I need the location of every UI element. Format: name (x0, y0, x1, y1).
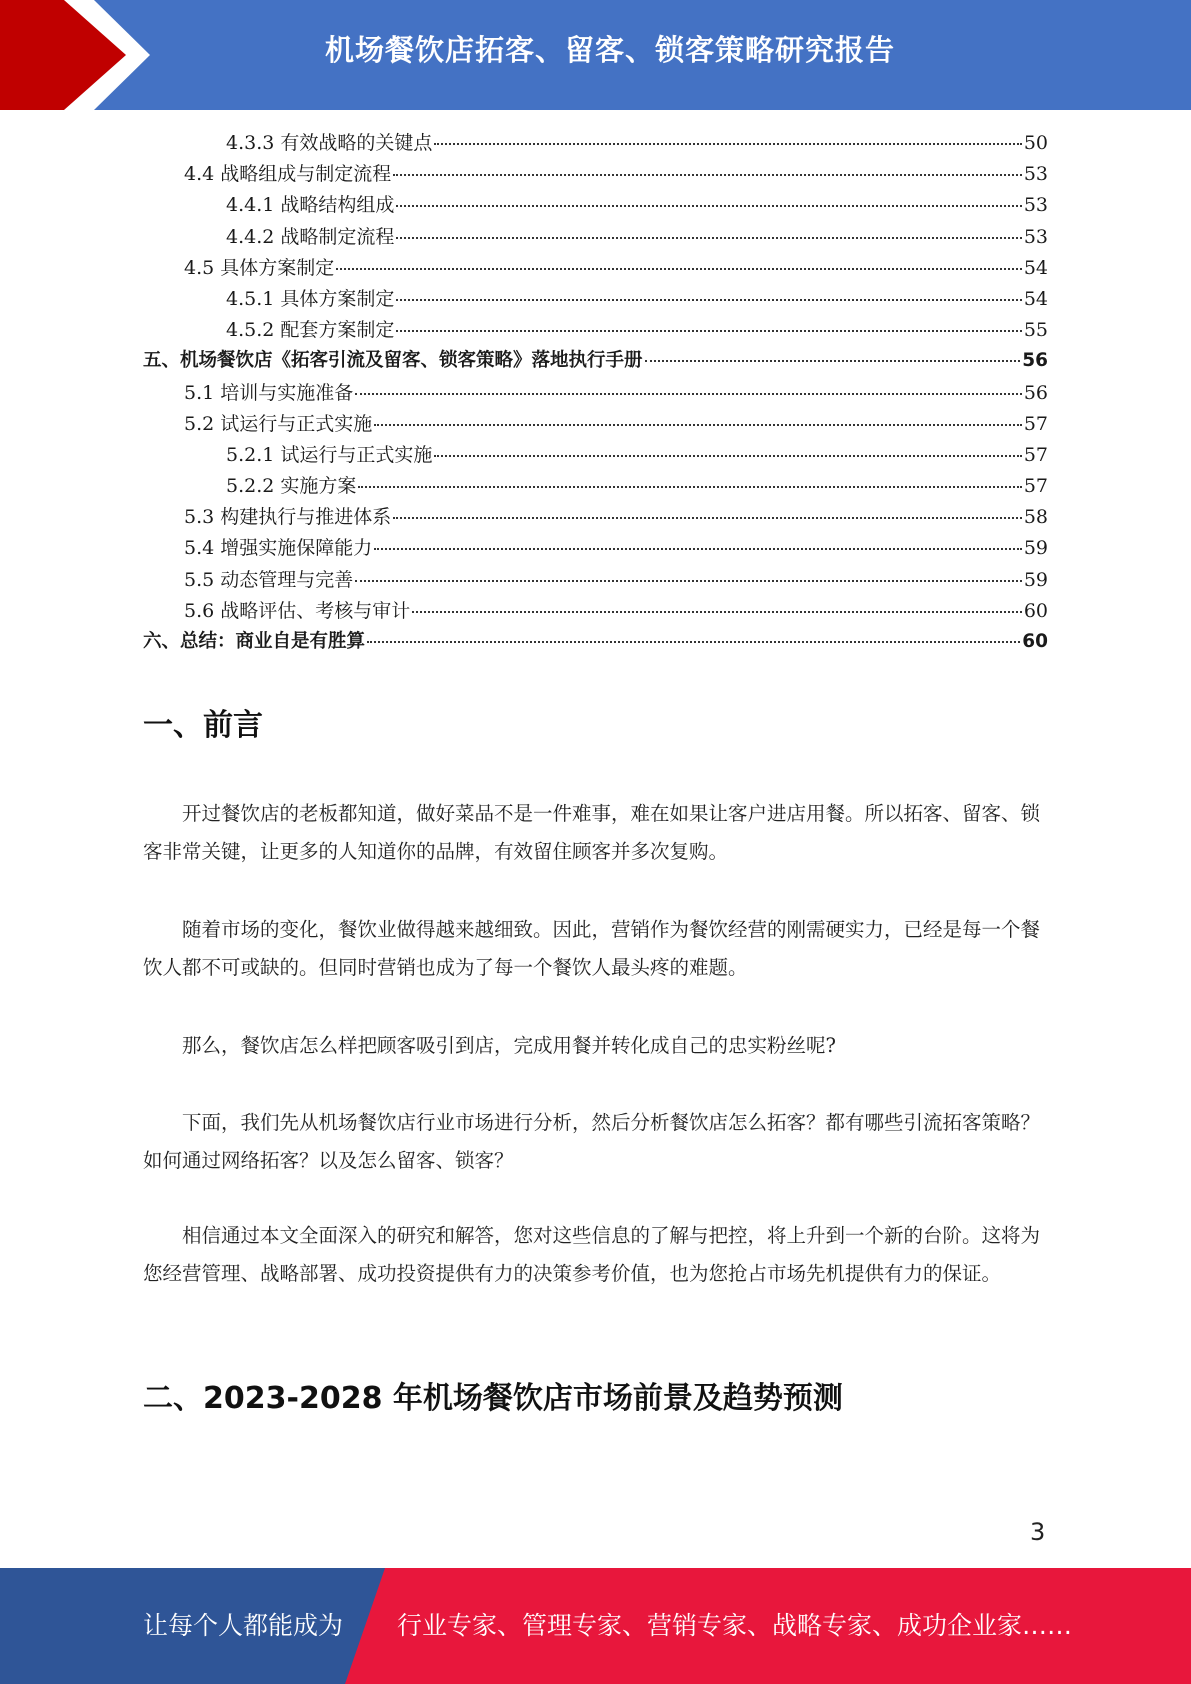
toc-entry-page: 57 (1023, 412, 1048, 435)
toc-entry-label: 5.2.1 试运行与正式实施 (226, 443, 433, 466)
footer-slogan-left: 让每个人都能成为 (143, 1611, 344, 1640)
toc-dot-leader (374, 548, 1022, 550)
toc-entry-label: 五、机场餐饮店《拓客引流及留客、锁客策略》落地执行手册 (143, 350, 643, 372)
toc-entry[interactable] (143, 565, 1048, 596)
toc-dot-leader (396, 299, 1021, 301)
footer-slogan-right: 行业专家、管理专家、营销专家、战略专家、成功企业家…… (397, 1611, 1073, 1640)
toc-dot-leader (396, 205, 1021, 207)
preface-paragraph-2: 随着市场的变化，餐饮业做得越来越细致。因此，营销作为餐饮经营的刚需硬实力，已经是每一个餐饮人都不可或缺的。但同时营销也成为了每一个餐饮人最头疼的难题。 (143, 918, 1041, 979)
toc-entry[interactable] (143, 502, 1048, 533)
toc-entry[interactable] (143, 315, 1048, 346)
toc-entry-label: 5.6 战略评估、考核与审计 (184, 599, 411, 622)
toc-entry-page: 56 (1023, 381, 1048, 404)
toc-entry-page: 54 (1023, 256, 1048, 279)
toc-entry-page: 60 (1023, 599, 1048, 622)
toc-dot-leader (355, 580, 1022, 582)
toc-entry[interactable] (143, 159, 1048, 190)
preface-paragraph-5: 相信通过本文全面深入的研究和解答，您对这些信息的了解与把控，将上升到一个新的台阶。这将为您经营管理、战略部署、成功投资提供有力的决策参考价值，也为您抢占市场先机提供有力的保证。 (143, 1224, 1041, 1285)
toc-entry[interactable] (143, 627, 1048, 658)
table-of-contents (143, 128, 1048, 658)
preface-paragraph-3: 那么，餐饮店怎么样把顾客吸引到店，完成用餐并转化成自己的忠实粉丝呢? (182, 1034, 836, 1057)
toc-entry-label: 4.4.2 战略制定流程 (226, 225, 395, 248)
toc-entry[interactable] (143, 222, 1048, 253)
toc-entry[interactable] (143, 533, 1048, 564)
report-title: 机场餐饮店拓客、留客、锁客策略研究报告 (324, 33, 895, 67)
page-header (0, 0, 1191, 110)
toc-entry-label: 5.1 培训与实施准备 (184, 381, 354, 404)
toc-entry[interactable] (143, 128, 1048, 159)
toc-entry-page: 53 (1023, 163, 1048, 186)
page-footer (0, 1568, 1191, 1684)
toc-dot-leader (434, 143, 1021, 145)
toc-entry-page: 53 (1023, 225, 1048, 248)
preface-paragraph-4: 下面，我们先从机场餐饮店行业市场进行分析，然后分析餐饮店怎么拓客？都有哪些引流拓客策略？如何通过网络拓客？以及怎么留客、锁客？ (143, 1111, 1041, 1172)
toc-entry-label: 4.3.3 有效战略的关键点 (226, 132, 433, 154)
toc-dot-leader (412, 611, 1022, 613)
page-number: 3 (1030, 1518, 1046, 1546)
section-heading-forecast: 二、2023-2028 年机场餐饮店市场前景及趋势预测 (143, 1381, 843, 1416)
toc-entry[interactable] (143, 378, 1048, 409)
toc-entry-page: 57 (1023, 443, 1048, 466)
toc-entry[interactable] (143, 471, 1048, 502)
toc-entry[interactable] (143, 596, 1048, 627)
toc-entry-label: 4.5 具体方案制定 (184, 256, 335, 279)
toc-entry-label: 4.5.2 配套方案制定 (226, 319, 395, 342)
toc-entry-page: 50 (1023, 132, 1048, 154)
toc-entry-label: 5.2 试运行与正式实施 (184, 412, 373, 435)
toc-entry-page: 55 (1023, 319, 1048, 342)
toc-entry-page: 57 (1023, 475, 1048, 498)
toc-entry-page: 59 (1023, 537, 1048, 560)
preface-paragraph-1: 开过餐饮店的老板都知道，做好菜品不是一件难事，难在如果让客户进店用餐。所以拓客、留客、锁客非常关键，让更多的人知道你的品牌，有效留住顾客并多次复购。 (143, 802, 1041, 863)
toc-entry-page: 58 (1023, 506, 1048, 529)
toc-entry[interactable] (143, 440, 1048, 471)
toc-entry[interactable] (143, 190, 1048, 221)
toc-entry-label: 5.4 增强实施保障能力 (184, 537, 373, 560)
section-heading-preface: 一、前言 (143, 708, 263, 743)
toc-dot-leader (645, 360, 1021, 362)
toc-entry-label: 4.5.1 具体方案制定 (226, 287, 395, 310)
toc-dot-leader (393, 174, 1022, 176)
toc-entry-page: 56 (1022, 350, 1048, 372)
toc-entry-page: 53 (1023, 194, 1048, 217)
toc-dot-leader (367, 641, 1020, 643)
toc-dot-leader (374, 424, 1022, 426)
toc-entry-label: 4.4.1 战略结构组成 (226, 194, 395, 217)
toc-entry-page: 60 (1022, 631, 1048, 652)
toc-entry-page: 59 (1023, 568, 1048, 591)
toc-entry[interactable] (143, 346, 1048, 377)
toc-entry[interactable] (143, 253, 1048, 284)
toc-entry-label: 5.5 动态管理与完善 (184, 568, 354, 591)
toc-dot-leader (393, 517, 1022, 519)
toc-dot-leader (434, 455, 1021, 457)
toc-dot-leader (336, 268, 1022, 270)
toc-entry-page: 54 (1023, 287, 1048, 310)
toc-entry[interactable] (143, 284, 1048, 315)
toc-dot-leader (396, 330, 1021, 332)
toc-entry-label: 4.4 战略组成与制定流程 (184, 163, 392, 186)
toc-dot-leader (358, 486, 1021, 488)
toc-dot-leader (396, 237, 1021, 239)
toc-dot-leader (355, 393, 1022, 395)
toc-entry-label: 5.3 构建执行与推进体系 (184, 506, 392, 529)
toc-entry-label: 5.2.2 实施方案 (226, 475, 357, 498)
toc-entry-label: 六、总结：商业自是有胜算 (143, 631, 366, 652)
toc-entry[interactable] (143, 409, 1048, 440)
